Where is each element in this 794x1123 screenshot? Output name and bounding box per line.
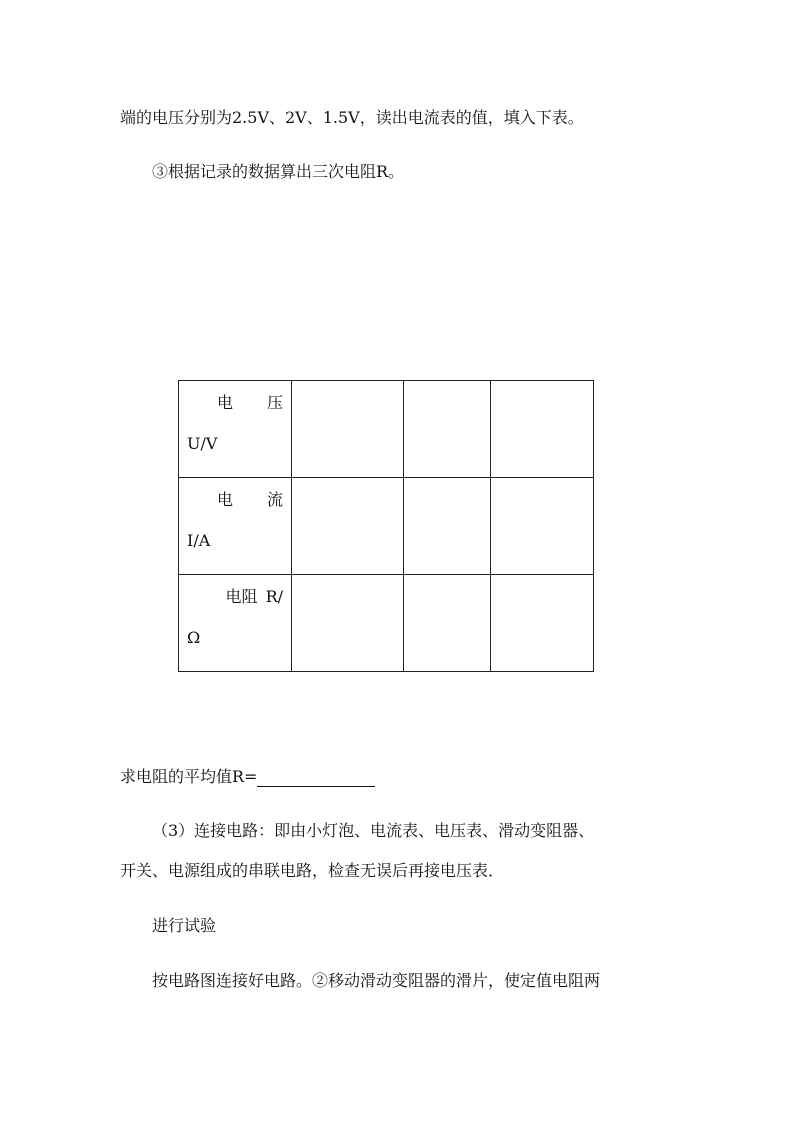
row-header-label-b: 压: [266, 393, 283, 412]
average-label: 求电阻的平均值R=: [120, 767, 258, 786]
paragraph-calc-resistance: ③根据记录的数据算出三次电阻R。: [152, 162, 405, 181]
table-cell-empty[interactable]: [292, 575, 404, 672]
row-header-label-b: 流: [266, 490, 283, 509]
table-row-resistance: [179, 575, 594, 672]
table-cell-empty[interactable]: [404, 575, 491, 672]
paragraph-connect-steps: 按电路图连接好电路。②移动滑动变阻器的滑片，使定值电阻两: [152, 971, 601, 990]
average-resistance-line: [120, 767, 375, 787]
table-cell-empty[interactable]: [404, 381, 491, 478]
table-cell-empty[interactable]: [404, 478, 491, 575]
row-header-label-b: R/: [265, 587, 283, 606]
section-heading-experiment: 进行试验: [152, 916, 217, 935]
answer-blank[interactable]: [257, 768, 375, 787]
measurement-table: [178, 380, 594, 672]
table-cell-empty[interactable]: [491, 575, 594, 672]
table-cell-empty[interactable]: [491, 381, 594, 478]
table-cell-empty[interactable]: [491, 478, 594, 575]
table-cell-empty[interactable]: [292, 478, 404, 575]
row-header-unit: U/V: [187, 434, 218, 453]
row-header-voltage: [179, 381, 292, 478]
row-header-unit: Ω: [187, 628, 201, 647]
table-row-voltage: [179, 381, 594, 478]
table-cell-empty[interactable]: [292, 381, 404, 478]
paragraph-voltage-instructions: 端的电压分别为2.5V、2V、1.5V，读出电流表的值，填入下表。: [120, 108, 584, 127]
row-header-current: [179, 478, 292, 575]
row-header-unit: I/A: [187, 531, 211, 550]
paragraph-connect-circuit: （3）连接电路：即由小灯泡、电流表、电压表、滑动变阻器、: [152, 821, 595, 840]
table-row-current: [179, 478, 594, 575]
row-header-resistance: [179, 575, 292, 672]
row-header-label-a: 电: [216, 393, 233, 412]
paragraph-series-circuit: 开关、电源组成的串联电路，检查无误后再接电压表．: [120, 861, 505, 880]
row-header-label-a: 电: [216, 490, 233, 509]
row-header-label-a: 电阻: [225, 587, 258, 606]
